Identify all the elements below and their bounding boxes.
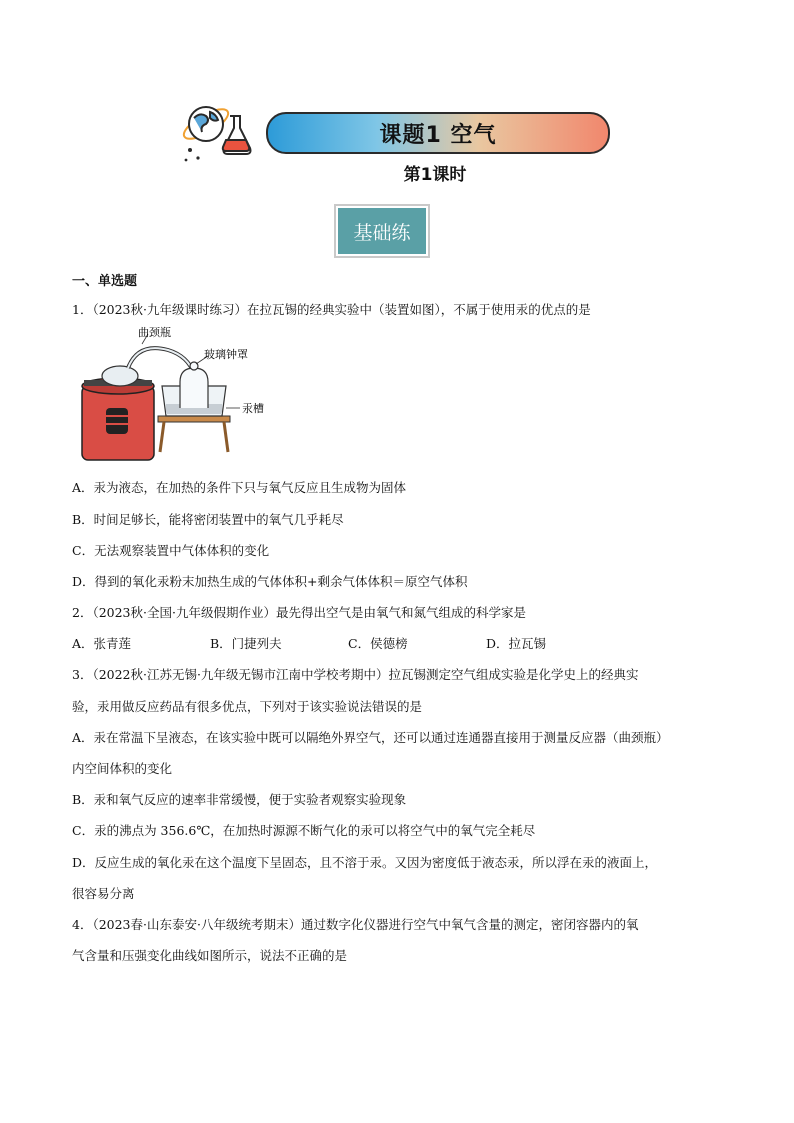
q2-option-c: C．侯德榜 bbox=[348, 636, 408, 651]
q2-option-b: B．门捷列夫 bbox=[210, 636, 282, 651]
q1-option-d: D．得到的氧化汞粉末加热生成的气体体积+剩余气体体积＝原空气体积 bbox=[72, 574, 468, 589]
q1-option-c: C．无法观察装置中气体体积的变化 bbox=[72, 543, 270, 558]
q4-stem-line2: 气含量和压强变化曲线如图所示，说法不正确的是 bbox=[72, 948, 348, 963]
practice-badge bbox=[334, 204, 430, 258]
figure-label-bell: 玻璃钟罩 bbox=[204, 348, 248, 361]
lavoisier-apparatus-figure bbox=[76, 326, 276, 466]
q1-option-a: A．汞为液态，在加热的条件下只与氧气反应且生成物为固体 bbox=[72, 480, 407, 495]
figure-label-trough: 汞槽 bbox=[242, 402, 264, 415]
q3-option-b: B．汞和氧气反应的速率非常缓慢，便于实验者观察实验现象 bbox=[72, 792, 407, 807]
q3-option-c: C．汞的沸点为 356.6℃，在加热时源源不断气化的汞可以将空气中的氧气完全耗尽 bbox=[72, 823, 536, 838]
q2-option-a: A．张青莲 bbox=[72, 636, 132, 651]
q3-option-d-line1: D．反应生成的氧化汞在这个温度下呈固态，且不溶于汞。又因为密度低于液态汞，所以浮在汞的液面上， bbox=[72, 855, 658, 870]
q3-option-a-line2: 内空间体积的变化 bbox=[72, 761, 173, 776]
figure-label-flask: 曲颈瓶 bbox=[138, 326, 171, 339]
q3-stem-line1: 3．（2022秋·江苏无锡·九年级无锡市江南中学校考期中）拉瓦锡测定空气组成实验是化学史上的经典实 bbox=[72, 667, 639, 682]
page-title: 课题1 空气 bbox=[379, 122, 497, 148]
q1-option-b: B．时间足够长，能将密闭装置中的氧气几乎耗尽 bbox=[72, 512, 344, 527]
q2-options bbox=[72, 634, 624, 652]
lesson-subtitle: 第1课时 bbox=[403, 165, 467, 185]
q1-stem: 1．（2023秋·九年级课时练习）在拉瓦锡的经典实验中（装置如图），不属于使用汞的优点的是 bbox=[72, 302, 591, 317]
section-title: 一、单选题 bbox=[72, 274, 138, 289]
q3-option-d-line2: 很容易分离 bbox=[72, 886, 135, 901]
q2-option-d: D．拉瓦锡 bbox=[486, 636, 547, 651]
science-logo-icon bbox=[180, 96, 260, 168]
q3-stem-line2: 验，汞用做反应药品有很多优点，下列对于该实验说法错误的是 bbox=[72, 699, 423, 714]
q2-stem: 2．（2023秋·全国·九年级假期作业）最先得出空气是由氧气和氮气组成的科学家是 bbox=[72, 605, 526, 620]
title-banner bbox=[266, 112, 610, 154]
badge-label: 基础练 bbox=[353, 221, 411, 244]
q4-stem-line1: 4．（2023春·山东泰安·八年级统考期末）通过数字化仪器进行空气中氧气含量的测定，密闭容器内的氧 bbox=[72, 917, 639, 932]
q3-option-a-line1: A．汞在常温下呈液态，在该实验中既可以隔绝外界空气，还可以通过连通器直接用于测量反应器（曲颈瓶） bbox=[72, 730, 669, 745]
